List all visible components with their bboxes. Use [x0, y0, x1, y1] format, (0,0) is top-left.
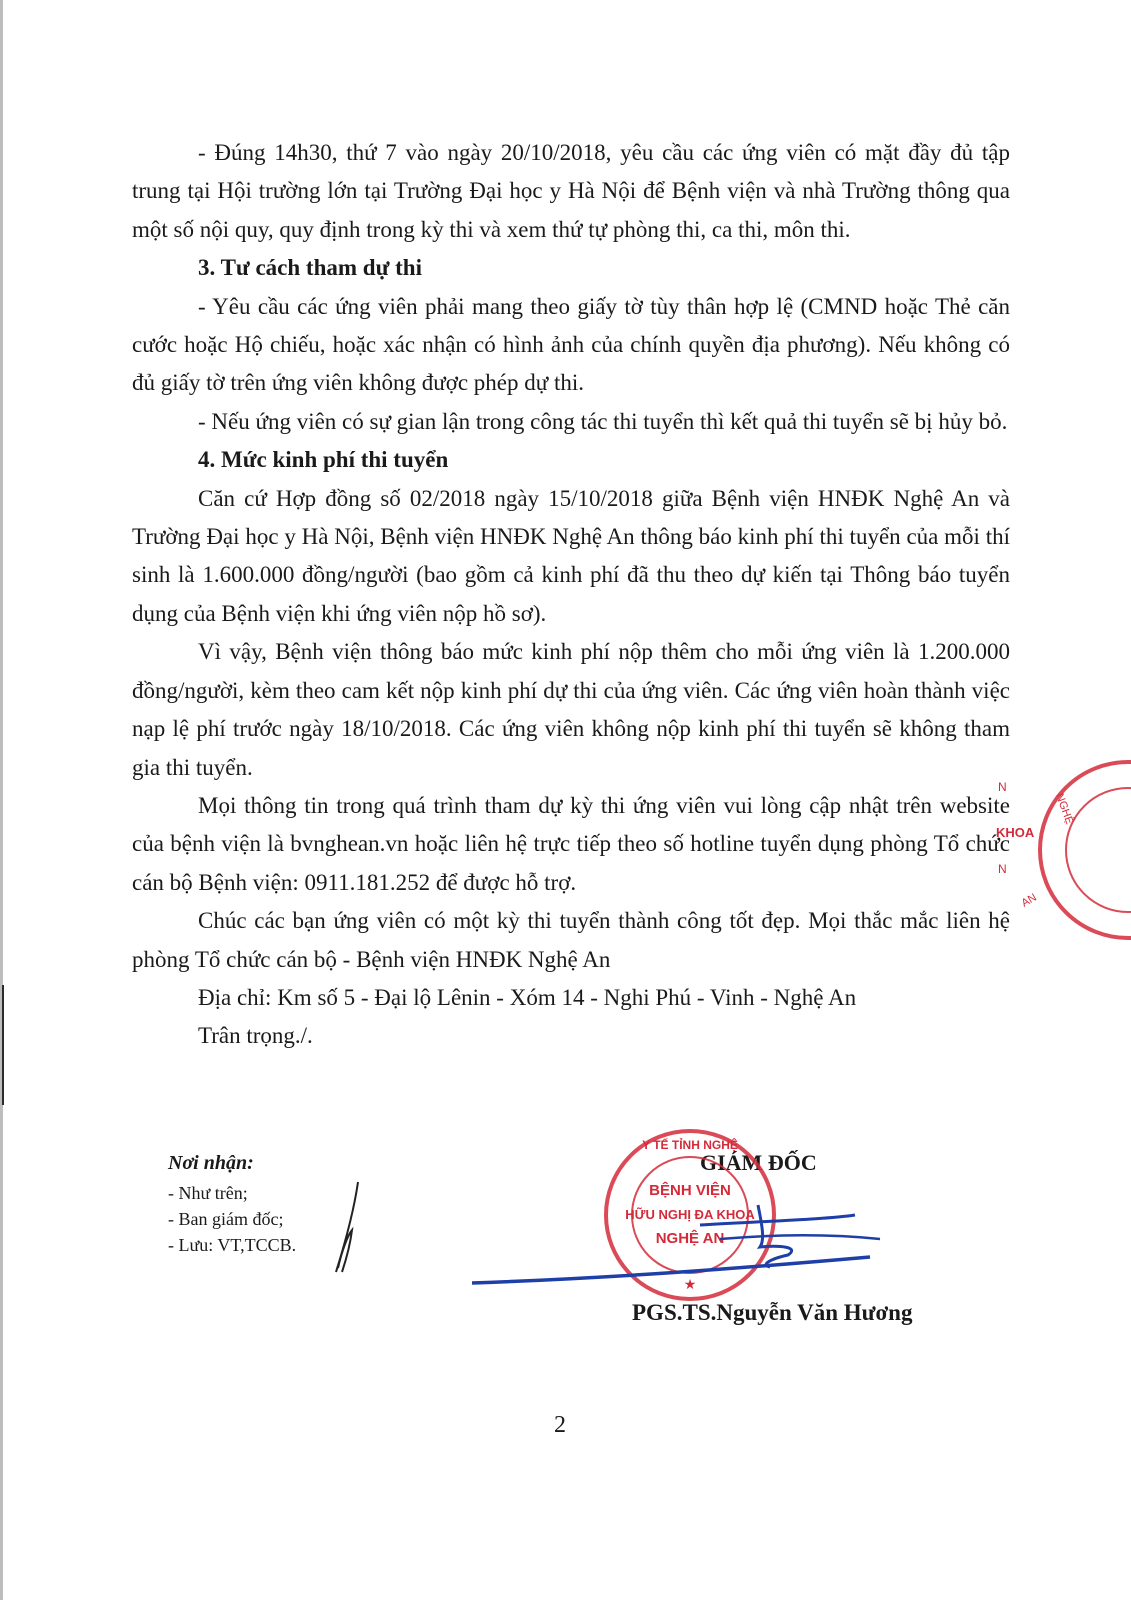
heading-eligibility: 3. Tư cách tham dự thi	[198, 255, 422, 281]
director-title: GIÁM ĐỐC	[700, 1150, 817, 1175]
paragraph-good-luck: Chúc các bạn ứng viên có một kỳ thi tuyển thành công tốt đẹp. Mọi thắc mắc liên hệ phòng Tổ chức cán bộ - Bệnh viện HNĐK Nghệ An	[132, 908, 1010, 972]
paragraph-regards: Trân trọng./.	[198, 1023, 313, 1049]
paragraph-additional-fee: Vì vậy, Bệnh viện thông báo mức kinh phí nộp thêm cho mỗi ứng viên là 1.200.000 đồng/người, kèm theo cam kết nộp kinh phí dự thi của ứng viên. Các ứng viên hoàn thành việc nạp lệ phí trước ngày 18/10/2018. Các ứng viên không nộp kinh phí thi tuyển sẽ không tham gia thi tuyển.	[132, 639, 1010, 780]
seal-line2: HỮU NGHỊ ĐA KHOA	[625, 1207, 755, 1222]
recipients-block	[168, 1150, 296, 1258]
recipient-item: - Lưu: VT,TCCB.	[168, 1235, 297, 1255]
recipient-item: - Ban giám đốc;	[168, 1209, 284, 1229]
recipient-item: - Như trên;	[168, 1183, 248, 1203]
paragraph-id-documents: - Yêu cầu các ứng viên phải mang theo giấy tờ tùy thân hợp lệ (CMND hoặc Thẻ căn cước hoặc Hộ chiếu, hoặc xác nhận có hình ảnh của chính quyền địa phương). Nếu không có đủ giấy tờ trên ứng viên không được phép dự thi.	[132, 293, 1010, 396]
paragraph-exam-time: - Đúng 14h30, thứ 7 vào ngày 20/10/2018, yêu cầu các ứng viên có mặt đầy đủ tập trung tại Hội trường lớn tại Trường Đại học y Hà Nội để Bệnh viện và nhà Trường thông qua một số nội quy, quy định trong kỳ thi và xem thứ tự phòng thi, ca thi, môn thi.	[132, 140, 1010, 242]
paragraph-contact-info: Mọi thông tin trong quá trình tham dự kỳ thi ứng viên vui lòng cập nhật trên website của bệnh viện là bvnghean.vn hoặc liên hệ trực tiếp theo số hotline tuyển dụng phòng Tổ chức cán bộ Bệnh viện: 0911.181.252 để được hỗ trợ.	[132, 792, 1010, 895]
seal-line3: NGHỆ AN	[655, 1230, 725, 1247]
seal-partial-text: NGHỆ	[1053, 791, 1076, 826]
paragraph-contract: Căn cứ Hợp đồng số 02/2018 ngày 15/10/2018 giữa Bệnh viện HNĐK Nghệ An và Trường Đại học y Hà Nội, Bệnh viện HNĐK Nghệ An thông báo kinh phí thi tuyển của mỗi thí sinh là 1.600.000 đồng/người (bao gồm cả kinh phí đã thu theo dự kiến tại Thông báo tuyển dụng của Bệnh viện khi ứng viên nộp hồ sơ).	[132, 485, 1010, 626]
seal-top-text: Y TẾ TỈNH NGHỆ	[642, 1138, 738, 1152]
recipients-label: Nơi nhận:	[168, 1152, 254, 1174]
seal-star-icon: ★	[683, 1278, 697, 1293]
document-body	[132, 134, 1010, 1056]
heading-fees: 4. Mức kinh phí thi tuyển	[198, 447, 449, 473]
seal-partial-text: N	[998, 862, 1007, 876]
seal-line1: BỆNH VIỆN	[649, 1182, 731, 1199]
partial-seal	[990, 755, 1131, 945]
director-name: PGS.TS.Nguyễn Văn Hương	[632, 1300, 913, 1325]
scan-mark	[2, 985, 4, 1105]
seal-partial-text: KHOA	[996, 825, 1035, 840]
scan-edge	[0, 0, 3, 1600]
page-number: 2	[554, 1412, 566, 1438]
director-signature	[470, 1185, 890, 1305]
initial-signature-mark	[328, 1180, 368, 1275]
seal-partial-text: N	[998, 780, 1007, 794]
paragraph-cheating: - Nếu ứng viên có sự gian lận trong công tác thi tuyển thì kết quả thi tuyển sẽ bị hủy bỏ.	[198, 408, 1008, 434]
paragraph-address: Địa chỉ: Km số 5 - Đại lộ Lênin - Xóm 14 - Nghi Phú - Vinh - Nghệ An	[198, 984, 857, 1010]
seal-partial-text: AN	[1019, 891, 1039, 910]
